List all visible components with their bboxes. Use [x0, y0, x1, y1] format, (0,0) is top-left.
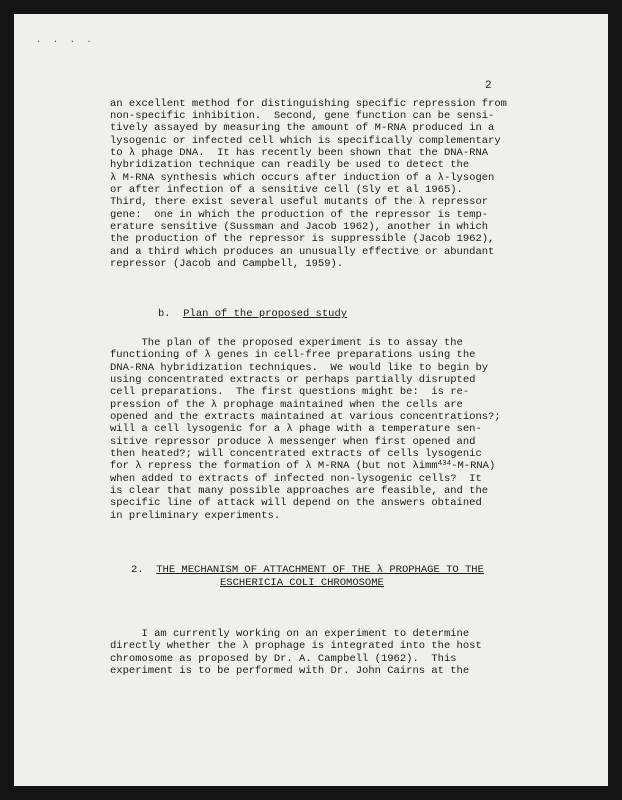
text-line: gene: one in which the production of the repressor is temp-	[110, 209, 489, 221]
text-line: repressor (Jacob and Campbell, 1959).	[110, 258, 344, 270]
text-line: λ M-RNA synthesis which occurs after induction of a λ-lysogen	[110, 172, 495, 184]
text-line: sitive repressor produce λ messenger when first opened and	[110, 436, 476, 448]
text-line: cell preparations. The first questions might be: is re-	[110, 386, 470, 398]
text-line: I am currently working on an experiment to determine	[110, 628, 470, 640]
text-line: to λ phage DNA. It has recently been shown that the DNA-RNA	[110, 147, 489, 159]
text-line: in preliminary experiments.	[110, 510, 281, 522]
text-line: the production of the repressor is suppressible (Jacob 1962),	[110, 233, 495, 245]
section-2-title-line1: THE MECHANISM OF ATTACHMENT OF THE λ PROPHAGE TO THE	[156, 564, 484, 576]
text-line: and a third which produces an unusually effective or abundant	[110, 246, 495, 258]
section-2-title-line2: ESCHERICIA COLI CHROMOSOME	[220, 577, 384, 589]
text-line: functioning of λ genes in cell-free preparations using the	[110, 349, 476, 361]
text-line: Third, there exist several useful mutants of the λ repressor	[110, 196, 489, 208]
text-line: pression of the λ prophage maintained when the cells are	[110, 399, 463, 411]
text-line: then heated?; will concentrated extracts of cells lysogenic	[110, 448, 482, 460]
text-line: opened and the extracts maintained at various concentrations?;	[110, 411, 501, 423]
section-b-marker: b.	[158, 308, 171, 320]
section-2-heading	[131, 564, 484, 576]
text-line: is clear that many possible approaches are feasible, and the	[110, 485, 489, 497]
corner-marks: . . . .	[36, 35, 95, 45]
text-line-imm434	[110, 460, 495, 472]
text-line: lysogenic or infected cell which is specifically complementary	[110, 135, 501, 147]
document-page	[14, 14, 608, 786]
text-line: or after infection of a sensitive cell (Sly et al 1965).	[110, 184, 463, 196]
text-line: specific line of attack will depend on the answers obtained	[110, 497, 482, 509]
section-2-heading-line2	[220, 577, 384, 589]
section-b-title: Plan of the proposed study	[183, 308, 348, 320]
text-line: will a cell lysogenic for a λ phage with a temperature sen-	[110, 423, 482, 435]
text-line: experiment is to be performed with Dr. John Cairns at the	[110, 665, 470, 677]
text-line: directly whether the λ prophage is integrated into the host	[110, 640, 482, 652]
text-line: using concentrated extracts or perhaps partially disrupted	[110, 374, 476, 386]
section-b-heading	[158, 308, 347, 320]
text-line: chromosome as proposed by Dr. A. Campbell (1962). This	[110, 653, 457, 665]
text-line: tively assayed by measuring the amount of M-RNA produced in a	[110, 122, 495, 134]
superscript: 434	[437, 460, 452, 468]
text-line: erature sensitive (Sussman and Jacob 1962), another in which	[110, 221, 489, 233]
section-2-number: 2.	[131, 564, 144, 576]
text-line: DNA-RNA hybridization techniques. We would like to begin by	[110, 362, 489, 374]
line-text: for λ repress the formation of λ M-RNA (but not λimm	[110, 460, 438, 472]
text-line: The plan of the proposed experiment is to assay the	[110, 337, 463, 349]
line-text: -M-RNA)	[451, 460, 496, 472]
text-line: hybridization technique can readily be used to detect the	[110, 159, 470, 171]
text-line: an excellent method for distinguishing specific repression from	[110, 98, 507, 110]
page-number: 2	[485, 80, 492, 92]
text-line: non-specific inhibition. Second, gene function can be sensi-	[110, 110, 495, 122]
text-line: when added to extracts of infected non-lysogenic cells? It	[110, 473, 482, 485]
